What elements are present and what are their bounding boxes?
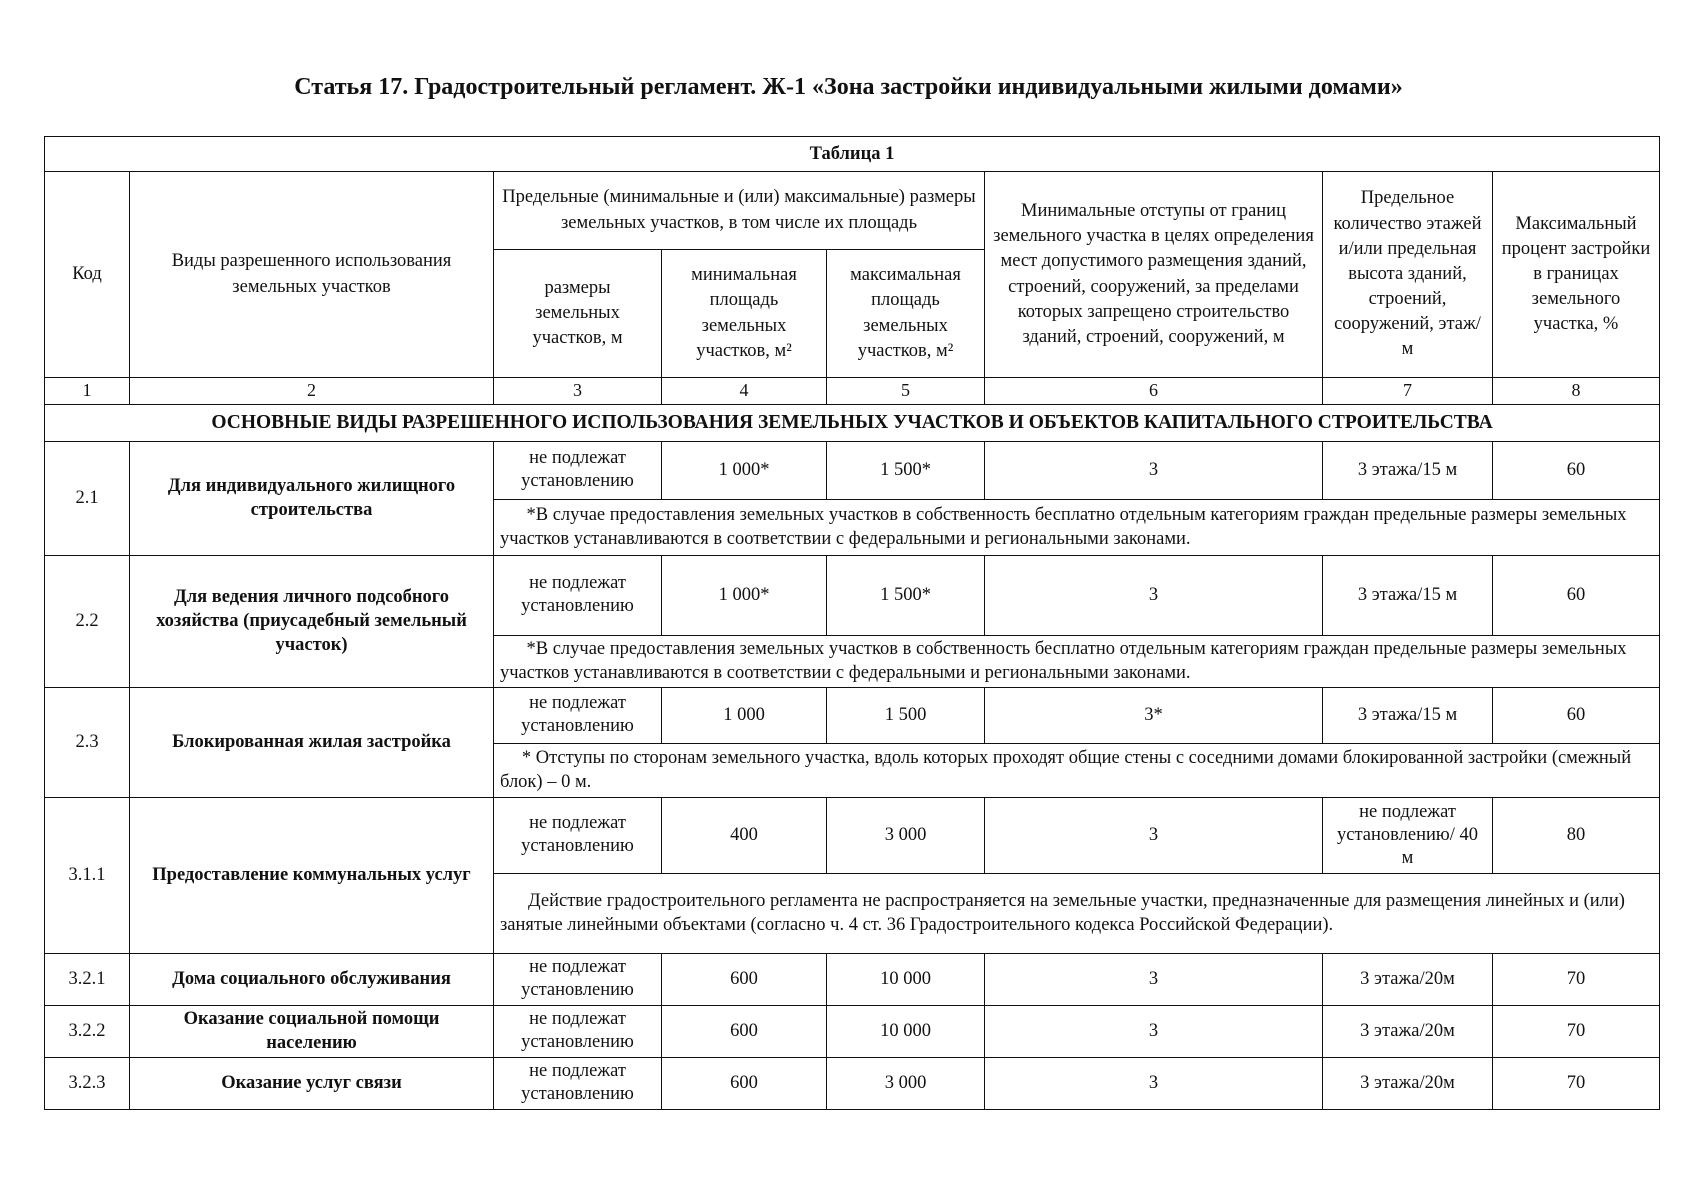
table-row xyxy=(45,555,1660,635)
row-floors: не подлежат установлению/ 40 м xyxy=(1323,797,1493,873)
row-use-name: Для ведения личного подсобного хозяйства (приусадебный земельный участок) xyxy=(130,555,494,687)
row-code: 3.1.1 xyxy=(45,797,130,953)
column-number: 4 xyxy=(662,378,827,405)
row-coverage: 70 xyxy=(1493,953,1660,1005)
row-coverage: 70 xyxy=(1493,1057,1660,1109)
row-note: *В случае предоставления земельных участков в собственность бесплатно отдельным категориям граждан предельные размеры земельных участков устанавливаются в соответствии с федеральными и региональными законами. xyxy=(494,635,1660,687)
column-number: 8 xyxy=(1493,378,1660,405)
row-code: 2.2 xyxy=(45,555,130,687)
row-use-name: Дома социального обслуживания xyxy=(130,953,494,1005)
column-number: 6 xyxy=(985,378,1323,405)
row-code: 3.2.2 xyxy=(45,1005,130,1057)
row-setback: 3* xyxy=(985,687,1323,743)
row-use-name: Блокированная жилая застройка xyxy=(130,687,494,797)
row-floors: 3 этажа/20м xyxy=(1323,1005,1493,1057)
row-setback: 3 xyxy=(985,555,1323,635)
row-use-name: Оказание социальной помощи населению xyxy=(130,1005,494,1057)
row-max-area: 1 500* xyxy=(827,441,985,499)
row-floors: 3 этажа/20м xyxy=(1323,953,1493,1005)
header-min-area: минимальная площадь земельных участков, м² xyxy=(662,250,827,378)
header-limits-group: Предельные (минимальные и (или) максимальные) размеры земельных участков, в том числе их площадь xyxy=(494,172,985,250)
header-sizes: размеры земельных участков, м xyxy=(494,250,662,378)
row-coverage: 60 xyxy=(1493,555,1660,635)
regulation-table xyxy=(44,136,1660,1110)
row-sizes: не подлежат установлению xyxy=(494,953,662,1005)
row-sizes: не подлежат установлению xyxy=(494,797,662,873)
row-setback: 3 xyxy=(985,797,1323,873)
row-sizes: не подлежат установлению xyxy=(494,441,662,499)
row-max-area: 3 000 xyxy=(827,797,985,873)
row-floors: 3 этажа/15 м xyxy=(1323,441,1493,499)
row-note: *В случае предоставления земельных участков в собственность бесплатно отдельным категориям граждан предельные размеры земельных участков устанавливаются в соответствии с федеральными и региональными законами. xyxy=(494,499,1660,555)
row-sizes: не подлежат установлению xyxy=(494,1005,662,1057)
section-heading: ОСНОВНЫЕ ВИДЫ РАЗРЕШЕННОГО ИСПОЛЬЗОВАНИЯ ЗЕМЕЛЬНЫХ УЧАСТКОВ И ОБЪЕКТОВ КАПИТАЛЬНОГО СТРОИТЕЛЬСТВА xyxy=(45,404,1660,441)
row-setback: 3 xyxy=(985,1005,1323,1057)
row-coverage: 60 xyxy=(1493,687,1660,743)
column-number: 2 xyxy=(130,378,494,405)
row-setback: 3 xyxy=(985,441,1323,499)
row-max-area: 1 500 xyxy=(827,687,985,743)
row-max-area: 10 000 xyxy=(827,953,985,1005)
row-coverage: 70 xyxy=(1493,1005,1660,1057)
header-setbacks: Минимальные отступы от границ земельного участка в целях определения мест допустимого размещения зданий, строений, сооружений, за пределами которых запрещено строительство зданий, строений, сооружений, м xyxy=(985,172,1323,378)
column-number: 3 xyxy=(494,378,662,405)
row-floors: 3 этажа/15 м xyxy=(1323,687,1493,743)
header-floors: Предельное количество этажей и/или предельная высота зданий, строений, сооружений, этаж/м xyxy=(1323,172,1493,378)
column-number: 5 xyxy=(827,378,985,405)
row-floors: 3 этажа/20м xyxy=(1323,1057,1493,1109)
row-max-area: 3 000 xyxy=(827,1057,985,1109)
table-label: Таблица 1 xyxy=(45,137,1660,172)
table-row xyxy=(45,441,1660,499)
row-min-area: 600 xyxy=(662,1057,827,1109)
row-code: 3.2.1 xyxy=(45,953,130,1005)
header-coverage: Максимальный процент застройки в границах земельного участка, % xyxy=(1493,172,1660,378)
row-min-area: 1 000 xyxy=(662,687,827,743)
header-max-area: максимальная площадь земельных участков, м² xyxy=(827,250,985,378)
row-floors: 3 этажа/15 м xyxy=(1323,555,1493,635)
row-max-area: 1 500* xyxy=(827,555,985,635)
row-note: Действие градостроительного регламента не распространяется на земельные участки, предназначенные для размещения линейных и (или) занятые линейными объектами (согласно ч. 4 ст. 36 Градостроительного кодекса Российской Федерации). xyxy=(494,873,1660,953)
row-use-name: Для индивидуального жилищного строительства xyxy=(130,441,494,555)
header-code: Код xyxy=(45,172,130,378)
row-min-area: 600 xyxy=(662,953,827,1005)
row-max-area: 10 000 xyxy=(827,1005,985,1057)
row-coverage: 60 xyxy=(1493,441,1660,499)
row-coverage: 80 xyxy=(1493,797,1660,873)
table-row xyxy=(45,797,1660,873)
row-min-area: 400 xyxy=(662,797,827,873)
header-use: Виды разрешенного использования земельных участков xyxy=(130,172,494,378)
table-row xyxy=(45,1005,1660,1057)
row-use-name: Предоставление коммунальных услуг xyxy=(130,797,494,953)
column-number: 7 xyxy=(1323,378,1493,405)
row-note: * Отступы по сторонам земельного участка, вдоль которых проходят общие стены с соседними домами блокированной застройки (смежный блок) – 0 м. xyxy=(494,743,1660,797)
table-row xyxy=(45,1057,1660,1109)
table-row xyxy=(45,953,1660,1005)
row-min-area: 600 xyxy=(662,1005,827,1057)
row-sizes: не подлежат установлению xyxy=(494,687,662,743)
row-use-name: Оказание услуг связи xyxy=(130,1057,494,1109)
row-code: 2.1 xyxy=(45,441,130,555)
row-sizes: не подлежат установлению xyxy=(494,1057,662,1109)
table-row xyxy=(45,687,1660,743)
row-code: 2.3 xyxy=(45,687,130,797)
row-code: 3.2.3 xyxy=(45,1057,130,1109)
row-min-area: 1 000* xyxy=(662,441,827,499)
column-number: 1 xyxy=(45,378,130,405)
page-title: Статья 17. Градостроительный регламент. Ж-1 «Зона застройки индивидуальными жилыми домами» xyxy=(294,74,1403,100)
row-setback: 3 xyxy=(985,1057,1323,1109)
row-min-area: 1 000* xyxy=(662,555,827,635)
row-sizes: не подлежат установлению xyxy=(494,555,662,635)
row-setback: 3 xyxy=(985,953,1323,1005)
